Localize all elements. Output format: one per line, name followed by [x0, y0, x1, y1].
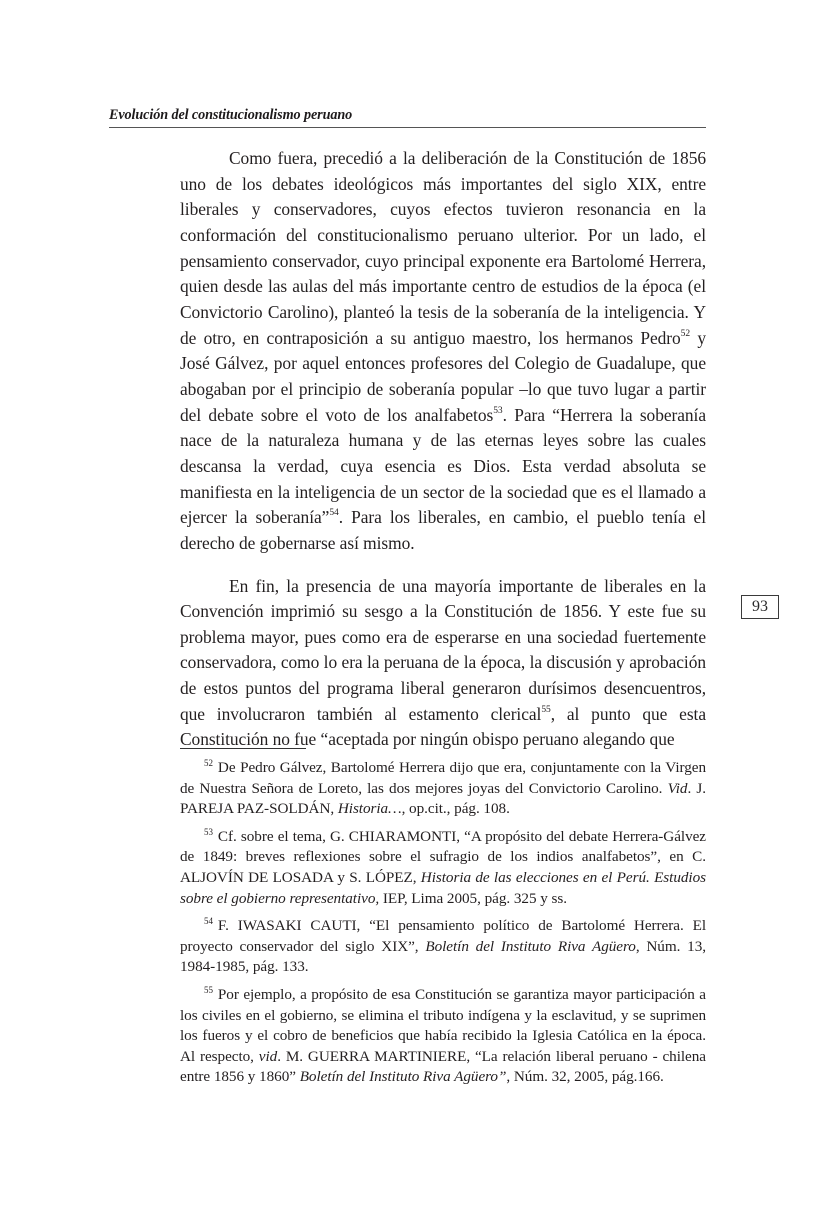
footnote-55-text-b: . M. GUERRA MARTINIERE, “La relación liberal peruano - chilena entre 1856 y 1860” [180, 1047, 706, 1086]
running-head-title: Evolución del constitucionalismo peruano [109, 107, 353, 123]
footnote-54 [180, 916, 706, 978]
footnote-55-text-a: Por ejemplo, a propósito de esa Constitución se garantiza mayor participación a los civiles en el gobierno, se elimina el tributo indígena y la esclavitud, y se suprimen los fueros y el cobro de beneficios que había recibido la Iglesia Católica en la época. Al respecto, [180, 985, 706, 1065]
paragraph-1-text-b: y José Gálvez, por aquel entonces profesores del Colegio de Guadalupe, que abogaban por el principio de soberanía popular –lo que tuvo lugar a partir del debate sobre el voto de los analfabetos [180, 327, 706, 425]
paragraph-2 [180, 574, 706, 754]
footnote-53-text-b: IEP, Lima 2005, pág. 325 y ss. [379, 889, 567, 907]
body-text [180, 146, 706, 753]
footnote-54-text-b: , Núm. 13, 1984-1985, pág. 133. [180, 937, 706, 976]
paragraph-1-text-c: . Para “Herrera la soberanía nace de la naturaleza humana y de las eternas leyes sobre las cuales descansa la verdad, cuya esencia es Dios. Esta verdad absoluta se manifiesta en la inteligencia de un sector de la sociedad que es el llamado a ejercer la soberanía” [180, 404, 707, 528]
footnote-ref-54[interactable]: 54 [329, 508, 339, 519]
paragraph-1 [180, 146, 706, 557]
footnote-52 [180, 758, 706, 820]
footnote-55-number: 55 [204, 984, 213, 995]
footnote-52-text-a: De Pedro Gálvez, Bartolomé Herrera dijo que era, conjuntamente con la Virgen de Nuestra Señora de Loreto, las dos mejores joyas del Convictorio Carolino. [180, 759, 706, 797]
footnote-53-text-a: Cf. sobre el tema, G. CHIARAMONTI, “A propósito del debate Herrera-Gálvez de 1849: breves reflexiones sobre el sufragio de los indios analfabetos”, en C. ALJOVÍN DE LOSADA y S. LÓPEZ, [180, 827, 706, 886]
footnote-55-title: Boletín del Instituto Riva Agüero” [299, 1068, 507, 1086]
footnote-55-text-c: , Núm. 32, 2005, pág.166. [506, 1068, 664, 1086]
footnote-53-number: 53 [204, 826, 213, 837]
paragraph-1-text-d: . Para los liberales, en cambio, el pueblo tenía el derecho de gobernarse así mismo. [180, 507, 706, 553]
footnote-53-title: Historia de las elecciones en el Perú. Estudios sobre el gobierno representativo, [180, 868, 706, 907]
footnote-52-text-c: , op.cit., pág. 108. [401, 800, 510, 818]
footnote-55-vid: vid [258, 1047, 278, 1065]
footnote-53 [180, 827, 706, 909]
footnote-ref-53[interactable]: 53 [493, 405, 503, 416]
footnote-52-vid: Vid [667, 779, 688, 797]
footnote-separator [180, 748, 306, 749]
footnote-54-title: Boletín del Instituto Riva Agüero [425, 937, 636, 955]
page-number-box: 93 [741, 595, 779, 619]
header-rule [109, 127, 706, 128]
footnotes [180, 758, 706, 1088]
footnote-52-title: Historia… [337, 800, 402, 818]
footnote-52-number: 52 [204, 757, 213, 768]
footnote-54-text-a: F. IWASAKI CAUTI, “El pensamiento político de Bartolomé Herrera. El proyecto conservador del siglo XIX”, [180, 917, 706, 955]
footnote-55 [180, 985, 706, 1088]
footnote-ref-55[interactable]: 55 [541, 704, 551, 715]
paragraph-1-text-a: Como fuera, precedió a la deliberación de la Constitución de 1856 uno de los debates ideológicos más importantes del siglo XIX, entre liberales y conservadores, cuyos efectos tuvieron resonancia en la conformación del constitucionalismo peruano ulterior. Por un lado, el pensamiento conservador, cuyo principal exponente era Bartolomé Herrera, quien desde las aulas del más importante centro de estudios de la época (el Convictorio Carolino), planteó la tesis de la soberanía de la inteligencia. Y de otro, en contraposición a su antiguo maestro, los hermanos Pedro [180, 148, 706, 348]
paragraph-2-text-b: , al punto que esta Constitución no fue “aceptada por ningún obispo peruano alegando que [180, 703, 707, 750]
footnote-52-text-b: . J. PAREJA PAZ-SOLDÁN, [180, 779, 706, 818]
footnote-54-number: 54 [204, 916, 213, 927]
footnote-ref-52[interactable]: 52 [680, 328, 691, 339]
paragraph-2-text-a: En fin, la presencia de una mayoría importante de liberales en la Convención imprimió su sesgo a la Constitución de 1856. Y este fue su problema mayor, pues como era de esperarse en una sociedad fuertemente conservadora, como lo era la peruana de la época, la discusión y aprobación de estos puntos del programa liberal generaron durísimos desencuentros, que involucraron también al estamento clerical [180, 575, 706, 724]
